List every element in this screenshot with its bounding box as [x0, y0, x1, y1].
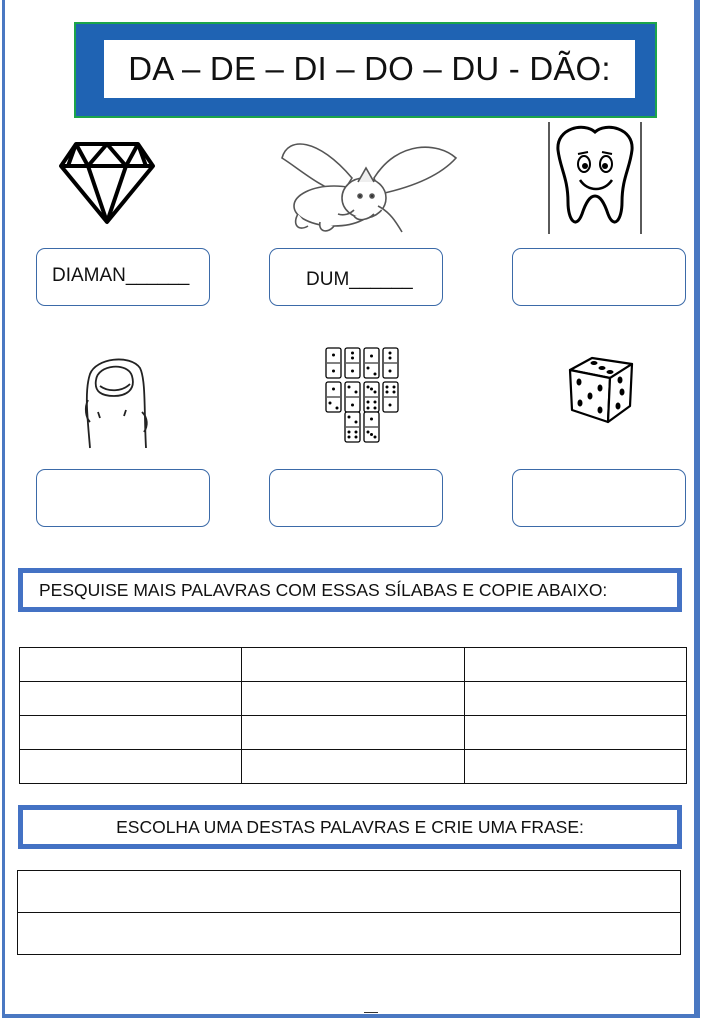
table-cell[interactable]: [20, 648, 242, 682]
sentence-instruction-text: ESCOLHA UMA DESTAS PALAVRAS E CRIE UMA FRASE:: [116, 816, 584, 837]
sentence-writing-area[interactable]: [17, 870, 681, 954]
table-cell[interactable]: [464, 648, 686, 682]
answer-box-dice[interactable]: [512, 469, 686, 527]
answer-text-diamond: DIAMAN______: [52, 265, 190, 286]
page-mark: [364, 1012, 378, 1013]
table-cell[interactable]: [464, 750, 686, 784]
answer-box-tooth[interactable]: [512, 248, 686, 306]
answer-box-elephant[interactable]: [269, 248, 443, 306]
dice-icon: [566, 348, 636, 424]
table-cell[interactable]: [242, 682, 464, 716]
dominoes-icon: [324, 346, 402, 444]
research-instruction-text: PESQUISE MAIS PALAVRAS COM ESSAS SÍLABAS E COPIE ABAIXO:: [39, 579, 608, 600]
answer-box-diamond[interactable]: [36, 248, 210, 306]
table-cell[interactable]: [242, 648, 464, 682]
answer-box-nail[interactable]: [36, 469, 210, 527]
diamond-icon: [58, 140, 156, 226]
table-row: [20, 716, 687, 750]
table-cell[interactable]: [242, 716, 464, 750]
table-cell[interactable]: [464, 682, 686, 716]
writing-line: [17, 954, 681, 955]
page-title: DA – DE – DI – DO – DU - DÃO:: [104, 40, 635, 98]
finger-nail-icon: [80, 352, 152, 450]
tooth-icon: [548, 122, 642, 234]
table-cell[interactable]: [464, 716, 686, 750]
elephant-icon: [278, 128, 460, 236]
table-cell[interactable]: [242, 750, 464, 784]
research-instruction-banner: [18, 568, 682, 612]
table-row: [20, 648, 687, 682]
answer-box-dominoes[interactable]: [269, 469, 443, 527]
sentence-instruction-banner: [18, 805, 682, 849]
words-table: [19, 647, 687, 784]
table-cell[interactable]: [20, 682, 242, 716]
table-row: [20, 682, 687, 716]
title-box: [74, 22, 657, 118]
table-row: [20, 750, 687, 784]
table-cell[interactable]: [20, 716, 242, 750]
writing-line: [18, 912, 680, 913]
answer-text-elephant: DUM______: [306, 269, 413, 290]
table-cell[interactable]: [20, 750, 242, 784]
